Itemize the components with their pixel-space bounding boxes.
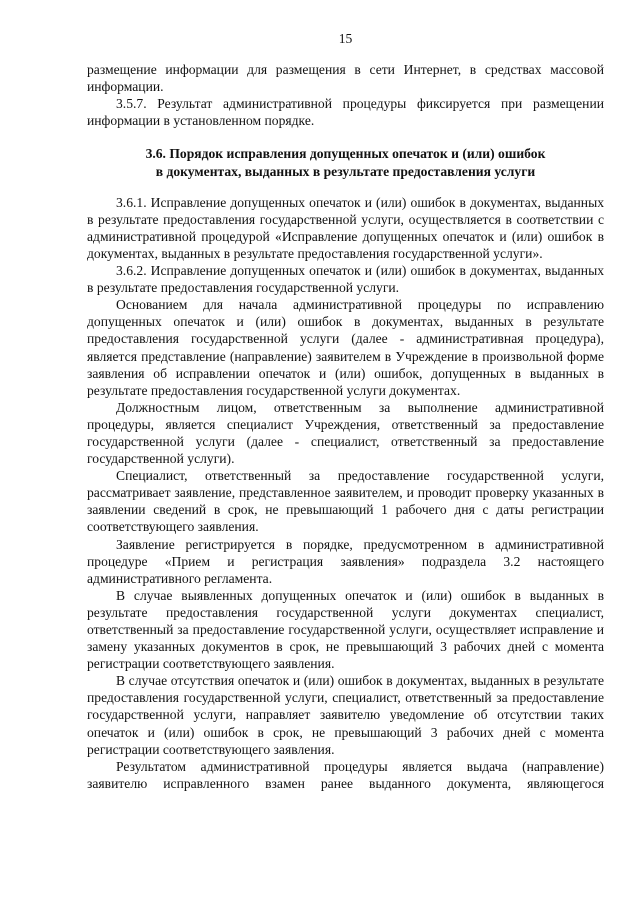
paragraph-no-errors: В случае отсутствия опечаток и (или) ошибок в документах, выданных в результате предоставления государственной услуги, специалист, ответственный за предоставление государственной услуги, направляет заявителю уведомление об отсутствии таких опечаток и (или) ошибок в срок, не превышающий 3 рабочих дней с момента регистрации соответствующего заявления.: [87, 673, 604, 757]
paragraph-specialist-review: Специалист, ответственный за предоставление государственной услуги, рассматривает заявление, представленное заявителем, и проводит проверку указанных в заявлении сведений в срок, не превышающий 1 рабочего дня с даты регистрации соответствующего заявления.: [87, 468, 604, 535]
paragraph-3-5-7: 3.5.7. Результат административной процедуры фиксируется при размещении информации в установленном порядке.: [87, 96, 604, 129]
section-heading-line-2: в документах, выданных в результате предоставления услуги: [155, 163, 536, 179]
paragraph-continued: размещение информации для размещения в сети Интернет, в средствах массовой информации.: [87, 62, 604, 95]
paragraph-errors-found: В случае выявленных допущенных опечаток и (или) ошибок в выданных в результате предоставления государственной услуги документах специалист, ответственный за предоставление государственной услуги, осуществляет исправление и замену указанных документов в срок, не превышающий 3 рабочих дней с момента регистрации соответствующего заявления.: [87, 587, 604, 672]
paragraph-grounds: Основанием для начала административной процедуры по исправлению допущенных опечаток и (или) ошибок в документах, выданных в результате предоставления государственной услуги (далее - административная процедура), является представление (направление) заявителем в Учреждение в произвольной форме заявления об исправлении опечаток и (или) ошибок, допущенных в выданных в результате предоставления государственной услуги документах.: [87, 297, 604, 398]
paragraph-responsible-official: Должностным лицом, ответственным за выполнение административной процедуры, является специалист Учреждения, ответственный за предоставление государственной услуги (далее - специалист, ответственный за предоставление государственной услуги).: [87, 399, 604, 467]
page-number: 15: [338, 31, 353, 46]
paragraph-result: Результатом административной процедуры является выдача (направление) заявителю исправленного взамен ранее выданного документа, являющегося: [87, 758, 604, 791]
paragraph-3-6-1: 3.6.1. Исправление допущенных опечаток и (или) ошибок в документах, выданных в результате предоставления государственной услуги, осуществляется в соответствии с административной процедурой «Исправление допущенных опечаток и (или) ошибок в документах, выданных в результате предоставления государственной услуги».: [87, 194, 604, 261]
paragraph-registration: Заявление регистрируется в порядке, предусмотренном в административной процедуре «Прием и регистрация заявления» подраздела 3.2 настоящего административного регламента.: [87, 536, 604, 586]
paragraph-3-6-2: 3.6.2. Исправление допущенных опечаток и (или) ошибок в документах, выданных в результате предоставления государственной услуги.: [87, 263, 604, 296]
section-heading-line-1: 3.6. Порядок исправления допущенных опечаток и (или) ошибок: [145, 146, 546, 162]
document-page: [87, 30, 604, 792]
section-heading: [87, 145, 604, 179]
